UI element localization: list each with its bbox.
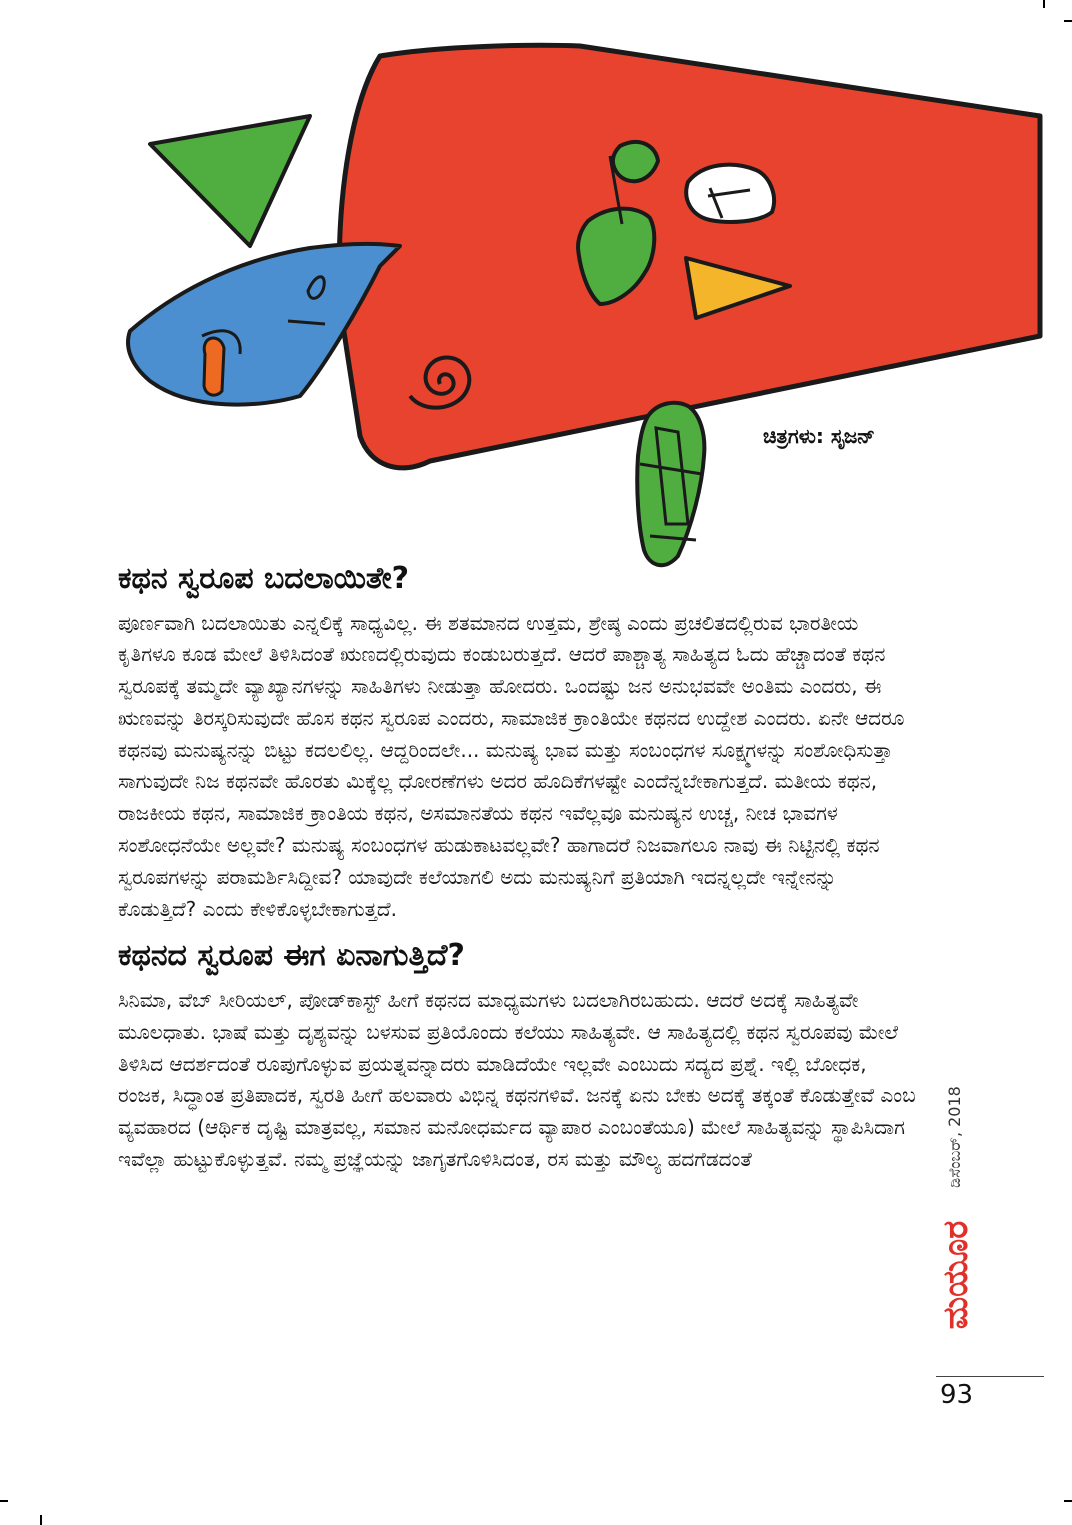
section-heading-2: ಕಥನದ ಸ್ವರೂಪ ಈಗ ಏನಾಗುತ್ತಿದೆ? [118, 938, 465, 974]
crop-mark-top [1043, 0, 1045, 8]
crop-mark-bottom [40, 1515, 42, 1525]
article-body [118, 560, 918, 1188]
issue-date [943, 1082, 967, 1192]
green-leaf-small [613, 142, 658, 181]
section-paragraph-2: ಸಿನಿಮಾ, ವೆಬ್ ಸೀರಿಯಲ್, ಪೋಡ್‌ಕಾಸ್ಟ್ ಹೀಗೆ ಕಥನದ ಮಾಧ್ಯಮಗಳು ಬದಲಾಗಿರಬಹುದು. ಆದರೆ ಅದಕ್ಕೆ ಸಾಹಿತ್ಯವೇ ಮೂಲಧಾತು. ಭಾಷೆ ಮತ್ತು ದೃಶ್ಯವನ್ನು ಬಳಸುವ ಪ್ರತಿಯೊಂದು ಕಲೆಯು ಸಾಹಿತ್ಯವೇ. ಆ ಸಾಹಿತ್ಯದಲ್ಲಿ ಕಥನ ಸ್ವರೂಪವು ಮೇಲೆ ತಿಳಿಸಿದ ಆದರ್ಶದಂತೆ ರೂಪುಗೊಳ್ಳುವ ಪ್ರಯತ್ನವನ್ನಾದರು ಮಾಡಿದೆಯೇ ಇಲ್ಲವೇ ಎಂಬುದು ಸದ್ಯದ ಪ್ರಶ್ನೆ. ಇಲ್ಲಿ ಬೋಧಕ, ರಂಜಕ, ಸಿದ್ಧಾಂತ ಪ್ರತಿಪಾದಕ, ಸ್ವರತಿ ಹೀಗೆ ಹಲವಾರು ವಿಭಿನ್ನ ಕಥನಗಳಿವೆ. ಜನಕ್ಕೆ ಏನು ಬೇಕು ಅದಕ್ಕೆ ತಕ್ಕಂತೆ ಕೊಡುತ್ತೇವೆ ಎಂಬ ವ್ಯವಹಾರದ (ಆರ್ಥಿಕ ದೃಷ್ಟಿ ಮಾತ್ರವಲ್ಲ, ಸಮಾನ ಮನೋಧರ್ಮದ ವ್ಯಾಪಾರ ಎಂಬಂತೆಯೂ) ಮೇಲೆ ಸಾಹಿತ್ಯವನ್ನು ಸ್ಥಾಪಿಸಿದಾಗ ಇವೆಲ್ಲಾ ಹುಟ್ಟುಕೊಳ್ಳುತ್ತವೆ. ನಮ್ಮ ಪ್ರಜ್ಞೆಯನ್ನು ಜಾಗೃತಗೊಳಿಸಿದಂತ, ರಸ ಮತ್ತು ಮೌಲ್ಯ ಹದಗೆಡದಂತೆ [118, 987, 916, 1171]
issue-date-text: ಡಿಸೆಂಬರ್, 2018 [945, 1086, 964, 1188]
section-paragraph-1: ಪೂರ್ಣವಾಗಿ ಬದಲಾಯಿತು ಎನ್ನಲಿಕ್ಕೆ ಸಾಧ್ಯವಿಲ್ಲ. ಈ ಶತಮಾನದ ಉತ್ತಮ, ಶ್ರೇಷ್ಠ ಎಂದು ಪ್ರಚಲಿತದಲ್ಲಿರುವ ಭಾರತೀಯ ಕೃತಿಗಳೂ ಕೂಡ ಮೇಲೆ ತಿಳಿಸಿದಂತೆ ಋಣದಲ್ಲಿರುವುದು ಕಂಡುಬರುತ್ತದೆ. ಆದರೆ ಪಾಶ್ಚಾತ್ಯ ಸಾಹಿತ್ಯದ ಓದು ಹೆಚ್ಚಾದಂತೆ ಕಥನ ಸ್ವರೂಪಕ್ಕೆ ತಮ್ಮದೇ ವ್ಯಾಖ್ಯಾನಗಳನ್ನು ಸಾಹಿತಿಗಳು ನೀಡುತ್ತಾ ಹೋದರು. ಒಂದಷ್ಟು ಜನ ಅನುಭವವೇ ಅಂತಿಮ ಎಂದರು, ಈ ಋಣವನ್ನು ತಿರಸ್ಕರಿಸುವುದೇ ಹೊಸ ಕಥನ ಸ್ವರೂಪ ಎಂದರು, ಸಾಮಾಜಿಕ ಕ್ರಾಂತಿಯೇ ಕಥನದ ಉದ್ದೇಶ ಎಂದರು. ಏನೇ ಆದರೂ ಕಥನವು ಮನುಷ್ಯನನ್ನು ಬಿಟ್ಟು ಕದಲಲಿಲ್ಲ. ಆದ್ದರಿಂದಲೇ... ಮನುಷ್ಯ ಭಾವ ಮತ್ತು ಸಂಬಂಧಗಳ ಸೂಕ್ಷ್ಮಗಳನ್ನು ಸಂಶೋಧಿಸುತ್ತಾ ಸಾಗುವುದೇ ನಿಜ ಕಥನವೇ ಹೊರತು ಮಿಕ್ಕೆಲ್ಲ ಧೋರಣೆಗಳು ಅದರ ಹೊದಿಕೆಗಳಷ್ಟೇ ಎಂದೆನ್ನಬೇಕಾಗುತ್ತದೆ. ಮತೀಯ ಕಥನ, ರಾಜಕೀಯ ಕಥನ, ಸಾಮಾಜಿಕ ಕ್ರಾಂತಿಯ ಕಥನ, ಅಸಮಾನತೆಯ ಕಥನ ಇವೆಲ್ಲವೂ ಮನುಷ್ಯನ ಉಚ್ಚ, ನೀಚ ಭಾವಗಳ ಸಂಶೋಧನೆಯೇ ಅಲ್ಲವೇ? ಮನುಷ್ಯ ಸಂಬಂಧಗಳ ಹುಡುಕಾಟವಲ್ಲವೇ? ಹಾಗಾದರೆ ನಿಜವಾಗಲೂ ನಾವು ಈ ನಿಟ್ಟಿನಲ್ಲಿ ಕಥನ ಸ್ವರೂಪಗಳನ್ನು ಪರಾಮರ್ಶಿಸಿದ್ದೀವ? ಯಾವುದೇ ಕಲೆಯಾಗಲಿ ಅದು ಮನುಷ್ಯನಿಗೆ ಪ್ರತಿಯಾಗಿ ಇದನ್ನಲ್ಲದೇ ಇನ್ನೇನನ್ನು ಕೊಡುತ್ತಿದೆ? ಎಂದು ಕೇಳಿಕೊಳ್ಳಬೇಕಾಗುತ್ತದೆ. [118, 610, 905, 921]
abstract-illustration [110, 36, 1050, 576]
page-number: 93 [940, 1380, 974, 1410]
red-cone-shape [339, 45, 1040, 468]
illustration-credit: ಚಿತ್ರಗಳು: ಸೃಜನ್ [763, 424, 875, 448]
page-number-rule [936, 1376, 1044, 1377]
crop-mark-right-bottom [1064, 1500, 1072, 1502]
crop-mark-bottom-left [0, 1500, 8, 1502]
section-heading-1: ಕಥನ ಸ್ವರೂಪ ಬದಲಾಯಿತೇ? [118, 561, 410, 596]
green-triangle-top [150, 116, 310, 246]
magazine-brand-text: ಮಯೂರ [936, 1220, 976, 1330]
magazine-brand [936, 1200, 976, 1350]
orange-patch [204, 338, 224, 395]
crop-mark-right-top [1064, 20, 1072, 22]
